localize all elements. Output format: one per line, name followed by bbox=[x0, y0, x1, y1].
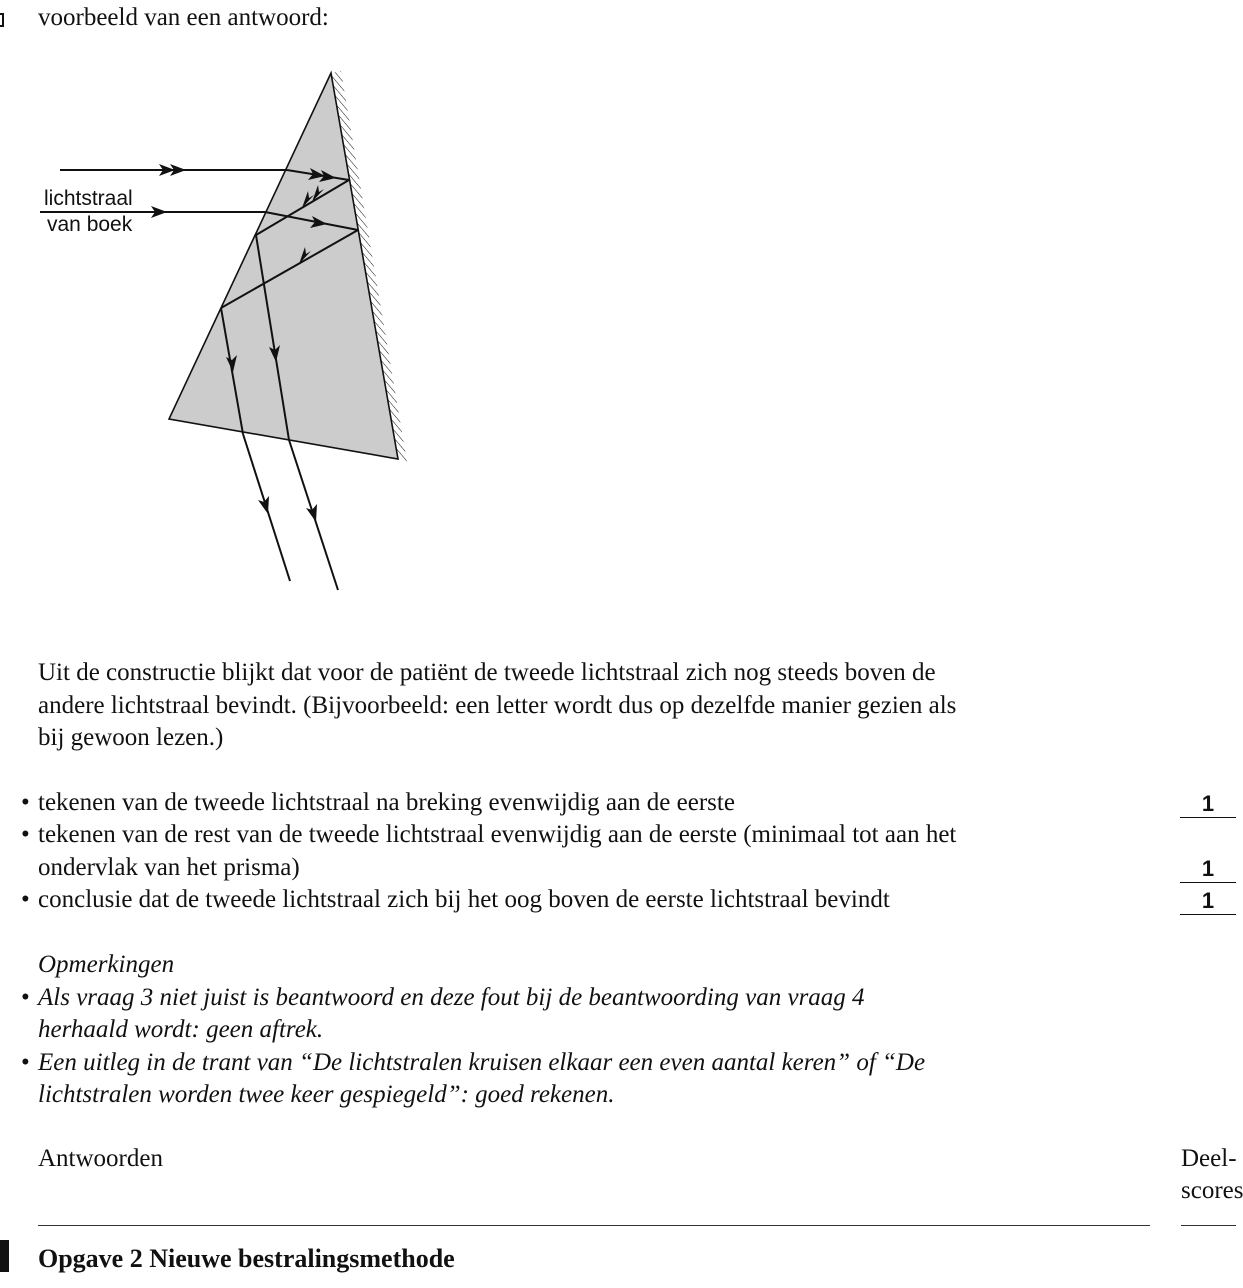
score-label-2: scores bbox=[1181, 1177, 1243, 1204]
section-marker bbox=[0, 1240, 9, 1272]
criterion-line: conclusie dat de tweede lichtstraal zich bij het oog boven de eerste lichtstraal bevindt bbox=[38, 886, 890, 913]
score-label-1: Deel- bbox=[1181, 1145, 1237, 1172]
criterion-score: 1 bbox=[1180, 791, 1236, 818]
criterion-line: tekenen van de tweede lichtstraal na breking evenwijdig aan de eerste bbox=[38, 789, 735, 816]
bullet: • bbox=[21, 886, 30, 913]
explanation-line: bij gewoon lezen.) bbox=[38, 724, 224, 751]
bullet: • bbox=[21, 1049, 30, 1076]
criterion-line: ondervlak van het prisma) bbox=[38, 854, 300, 881]
criterion-score: 1 bbox=[1180, 856, 1236, 883]
remark-line: Een uitleg in de trant van “De lichtstralen kruisen elkaar een even aantal keren” of “De bbox=[38, 1049, 926, 1076]
ray-label-line1: lichtstraal bbox=[44, 187, 133, 210]
bullet: • bbox=[21, 984, 30, 1011]
divider-line bbox=[1181, 1225, 1236, 1226]
remark-line: lichtstralen worden twee keer gespiegeld”: goed rekenen. bbox=[38, 1081, 615, 1108]
remark-line: Als vraag 3 niet juist is beantwoord en deze fout bij de beantwoording van vraag 4 bbox=[38, 984, 865, 1011]
bullet: • bbox=[21, 821, 30, 848]
criterion-line: tekenen van de rest van de tweede lichtstraal evenwijdig aan de eerste (minimaal tot aan het bbox=[38, 821, 957, 848]
answers-label: Antwoorden bbox=[38, 1145, 163, 1172]
bullet: • bbox=[21, 789, 30, 816]
intro-text: voorbeeld van een antwoord: bbox=[38, 4, 329, 31]
explanation-line: Uit de constructie blijkt dat voor de patiënt de tweede lichtstraal zich nog steeds boven de bbox=[38, 659, 936, 686]
explanation-line: andere lichtstraal bevindt. (Bijvoorbeeld: een letter wordt dus op dezelfde manier gezien als bbox=[38, 692, 957, 719]
prism-diagram bbox=[0, 40, 460, 610]
ray-label-line2: van boek bbox=[47, 213, 133, 236]
remark-line: herhaald wordt: geen aftrek. bbox=[38, 1016, 324, 1043]
section-title: Opgave 2 Nieuwe bestralingsmethode bbox=[38, 1244, 455, 1273]
remarks-heading: Opmerkingen bbox=[38, 951, 175, 978]
criterion-score: 1 bbox=[1180, 888, 1236, 915]
margin-marker bbox=[0, 13, 4, 27]
divider-line bbox=[38, 1225, 1150, 1226]
